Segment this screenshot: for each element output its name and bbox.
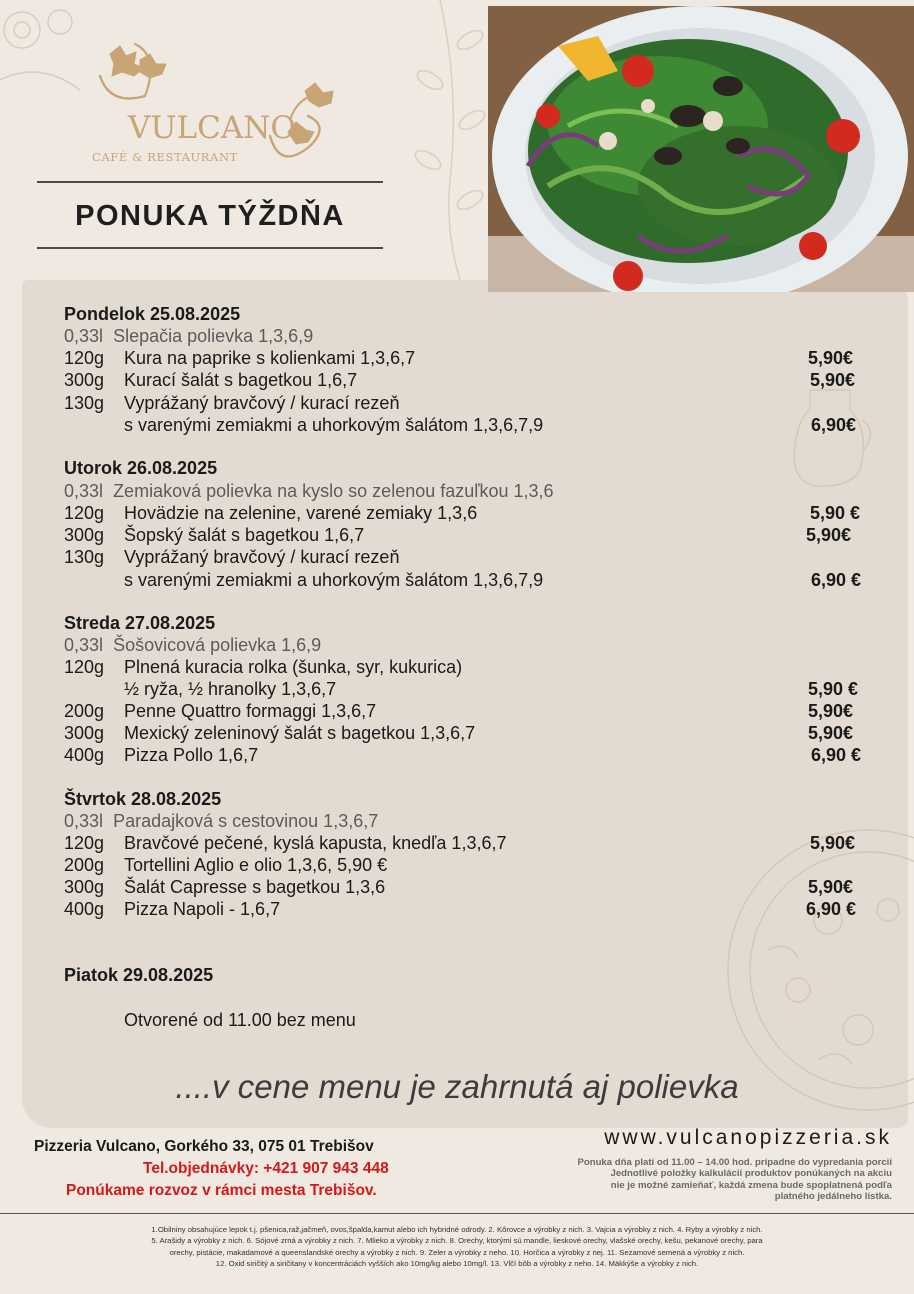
logo-subtitle: CAFÉ & RESTAURANT: [92, 150, 238, 164]
item-qty: 120g: [64, 503, 105, 523]
disclaimer-line: nie je možné zamieňať, každá zmena bude spoplatnená podľa: [610, 1179, 892, 1191]
salad-photo: [488, 6, 914, 292]
soup-thursday: [64, 811, 378, 832]
item-price: 6,90€: [811, 415, 857, 435]
menu-item: [64, 855, 387, 876]
item-qty: 300g: [64, 370, 105, 390]
delivery-note: Ponúkame rozvoz v rámci mesta Trebišov.: [66, 1182, 377, 1199]
item-qty: 130g: [64, 393, 105, 413]
item-price: 5,90€: [810, 370, 856, 390]
item-name-continued: s varenými zemiakmi a uhorkovým šalátom 1,3,6,7,9: [124, 570, 544, 590]
item-price: 6,90 €: [811, 570, 862, 590]
item-price: 5,90 €: [808, 679, 859, 699]
item-name: Šopský šalát s bagetkou 1,6,7: [124, 525, 365, 545]
item-name-continued: s varenými zemiakmi a uhorkovým šalátom 1,3,6,7,9: [124, 415, 544, 435]
item-qty: 400g: [64, 745, 105, 765]
menu-item: [64, 723, 475, 744]
item-name-continued: ½ ryža, ½ hranolky 1,3,6,7: [124, 679, 337, 699]
day-heading-monday: Pondelok 25.08.2025: [64, 304, 241, 324]
soup-monday: [64, 326, 313, 347]
menu-item: [64, 547, 399, 568]
item-price: 5,90 €: [810, 503, 861, 523]
item-qty: 120g: [64, 657, 105, 677]
item-name: Hovädzie na zelenine, varené zemiaky 1,3,6: [124, 503, 478, 523]
soup-qty: 0,33l: [64, 326, 104, 346]
day-heading-thursday: Štvrtok 28.08.2025: [64, 789, 222, 809]
item-name: Tortellini Aglio e olio 1,3,6, 5,90 €: [124, 855, 388, 875]
item-qty: 200g: [64, 701, 105, 721]
item-name: Vyprážaný bravčový / kurací rezeň: [124, 547, 400, 567]
page-title: PONUKA TÝŽDŇA: [75, 200, 345, 232]
item-price: 5,90€: [810, 833, 856, 853]
soup-name: Slepačia polievka 1,3,6,9: [113, 326, 314, 346]
item-qty: 300g: [64, 525, 105, 545]
item-price: 5,90€: [808, 877, 854, 897]
soup-name: Zemiaková polievka na kyslo so zelenou fazuľkou 1,3,6: [113, 481, 554, 501]
item-price: 5,90€: [808, 348, 854, 368]
website-link[interactable]: www.vulcanopizzeria.sk: [604, 1126, 892, 1149]
item-qty: 200g: [64, 855, 105, 875]
day-heading-wednesday: Streda 27.08.2025: [64, 613, 216, 633]
item-price: 6,90 €: [811, 745, 862, 765]
soup-qty: 0,33l: [64, 635, 104, 655]
menu-item: [64, 348, 415, 369]
menu-item: [64, 657, 462, 678]
soup-included-note: ....v cene menu je zahrnutá aj polievka: [175, 1068, 739, 1105]
title-rule-bottom: [37, 247, 383, 249]
disclaimer-line: Jednotlivé položky kalkulácií produktov ponúkaných na akciu: [610, 1168, 892, 1180]
item-qty: 130g: [64, 547, 105, 567]
menu-item: [64, 503, 477, 524]
item-name: Šalát Capresse s bagetkou 1,3,6: [124, 877, 386, 897]
item-price: 5,90€: [808, 701, 854, 721]
menu-item: [64, 525, 364, 546]
menu-item: [64, 745, 258, 766]
logo-wordmark: VULCANO: [128, 110, 296, 146]
menu-item: [64, 701, 376, 722]
allergen-line: orechy, pistácie, makadamové a queenslandské orechy a výrobky z nich. 9. Zeler a výrobky z neho. 10. Horčica a výrobky z nej. 11. Sezamové semená a výrobky z nich.: [169, 1247, 745, 1257]
day-heading-friday: Piatok 29.08.2025: [64, 965, 214, 985]
item-price: 5,90€: [808, 723, 854, 743]
disclaimer-line: Ponuka dňa platí od 11.00 – 14.00 hod. prípadne do vypredania porcií: [577, 1157, 892, 1168]
footer-divider: [0, 1213, 914, 1214]
menu-item: [64, 877, 385, 898]
item-qty: 120g: [64, 348, 105, 368]
soup-qty: 0,33l: [64, 481, 104, 501]
menu-item: [64, 393, 399, 414]
menu-item: [64, 370, 357, 391]
item-name: Pizza Pollo 1,6,7: [124, 745, 259, 765]
order-phone[interactable]: Tel.objednávky: +421 907 943 448: [143, 1160, 389, 1177]
item-name: Mexický zeleninový šalát s bagetkou 1,3,6,7: [124, 723, 476, 743]
item-price: 5,90€: [806, 525, 852, 545]
allergen-line: 12. Oxid siričitý a siričitany v koncentráciách vyšších ako 10mg/kg alebo 10mg/l. 13. Vlčí bôb a výrobky z neho. 14. Mäkkýše a výrobky z nich.: [215, 1259, 699, 1269]
allergen-line: 1.Obilniny obsahujúce lepok t.j. pšenica,raž,jačmeň, ovos,špalda,kamut alebo ich hybridné odrody. 2. Kôrovce a výrobky z nich. 3. Vajcia a výrobky z nich. 4. Ryby a výrobky z nich.: [151, 1225, 763, 1234]
item-name: Bravčové pečené, kyslá kapusta, knedľa 1,3,6,7: [124, 833, 507, 853]
soup-name: Paradajková s cestovinou 1,3,6,7: [113, 811, 379, 831]
title-rule-top: [37, 181, 383, 183]
menu-item: [64, 899, 280, 920]
disclaimer-line: platného jedálneho lístka.: [774, 1191, 892, 1203]
soup-name: Šošovicová polievka 1,6,9: [113, 635, 322, 655]
allergen-legend: [14, 1224, 900, 1270]
item-qty: 300g: [64, 723, 105, 743]
item-name: Penne Quattro formaggi 1,3,6,7: [124, 701, 377, 721]
restaurant-address: Pizzeria Vulcano, Gorkého 33, 075 01 Trebišov: [34, 1138, 374, 1155]
item-qty: 120g: [64, 833, 105, 853]
item-name: Kurací šalát s bagetkou 1,6,7: [124, 370, 358, 390]
soup-wednesday: [64, 635, 321, 656]
item-price: 6,90 €: [806, 899, 857, 919]
item-name: Plnená kuracia rolka (šunka, syr, kukurica): [124, 657, 463, 677]
item-name: Pizza Napoli - 1,6,7: [124, 899, 281, 919]
day-heading-tuesday: Utorok 26.08.2025: [64, 458, 218, 478]
allergen-line: 5. Arašidy a výrobky z nich. 6. Sójové zrná a výrobky z nich. 7. Mlieko a výrobky z nich. 8. Orechy, ktorými sú mandle, lieskové orechy, vlašské orechy, kešu, pekanové orechy, para: [151, 1236, 763, 1246]
friday-closed-note: Otvorené od 11.00 bez menu: [124, 1010, 356, 1030]
menu-item: [64, 833, 506, 854]
item-name: Kura na paprike s kolienkami 1,3,6,7: [124, 348, 416, 368]
item-qty: 300g: [64, 877, 105, 897]
offer-disclaimer: [472, 1157, 892, 1203]
item-qty: 400g: [64, 899, 105, 919]
soup-tuesday: [64, 481, 554, 502]
item-name: Vyprážaný bravčový / kurací rezeň: [124, 393, 400, 413]
soup-qty: 0,33l: [64, 811, 104, 831]
